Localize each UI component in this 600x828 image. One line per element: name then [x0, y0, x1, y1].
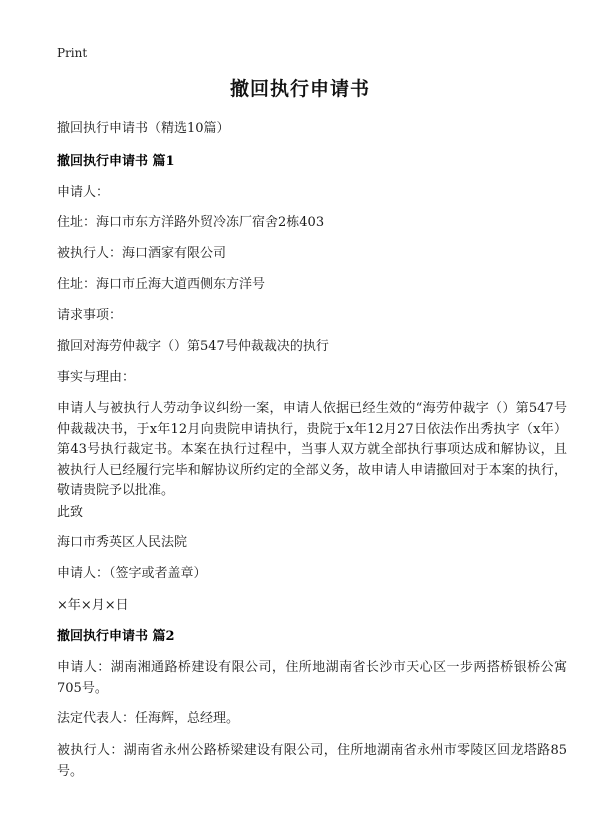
respondent-2-info: 被执行人：湖南省永州公路桥梁建设有限公司，住所地湖南省永州市零陵区回龙塔路85号。 — [57, 743, 567, 779]
legal-representative: 法定代表人：任海辉，总经理。 — [57, 711, 240, 726]
court-name: 海口市秀英区人民法院 — [57, 535, 188, 550]
print-link[interactable]: Print — [57, 46, 88, 60]
request-content: 撤回对海劳仲裁字（）第547号仲裁裁决的执行 — [57, 339, 329, 354]
request-heading: 请求事项： — [57, 308, 123, 323]
applicant-line: 申请人： — [57, 185, 110, 200]
section-heading-2: 撤回执行申请书 篇2 — [57, 629, 175, 644]
applicant-address: 住址：海口市东方洋路外贸冷冻厂宿舍2栋403 — [57, 215, 325, 230]
document-subtitle: 撤回执行申请书（精选10篇） — [57, 121, 230, 136]
signature-line: 申请人：（签字或者盖章） — [57, 566, 207, 581]
respondent-line: 被执行人：海口酒家有限公司 — [57, 246, 227, 261]
date-line: ×年×月×日 — [57, 598, 129, 613]
respondent-address: 住址：海口市丘海大道西侧东方洋号 — [57, 277, 266, 292]
salutation: 此致 — [57, 505, 84, 520]
section-heading-1: 撤回执行申请书 篇1 — [57, 154, 175, 169]
facts-heading: 事实与理由： — [57, 370, 136, 385]
facts-paragraph: 申请人与被执行人劳动争议纠纷一案，申请人依据已经生效的“海劳仲裁字（）第547号仲裁裁决书，于x年12月向贵院申请执行，贵院于x年12月27日依法作出秀执字（x年）第43号执行裁定书。本案在执行过程中，当事人双方就全部执行事项达成和解协议，且被执行人已经履行完毕和解协议所约定的全部义务，故申请人申请撤回对于本案的执行，敬请贵院予以批准。 — [57, 401, 567, 498]
document-title: 撤回执行申请书 — [229, 78, 370, 100]
applicant-2-info: 申请人：湖南湘通路桥建设有限公司，住所地湖南省长沙市天心区一步两搭桥银桥公寓705号。 — [57, 660, 567, 696]
